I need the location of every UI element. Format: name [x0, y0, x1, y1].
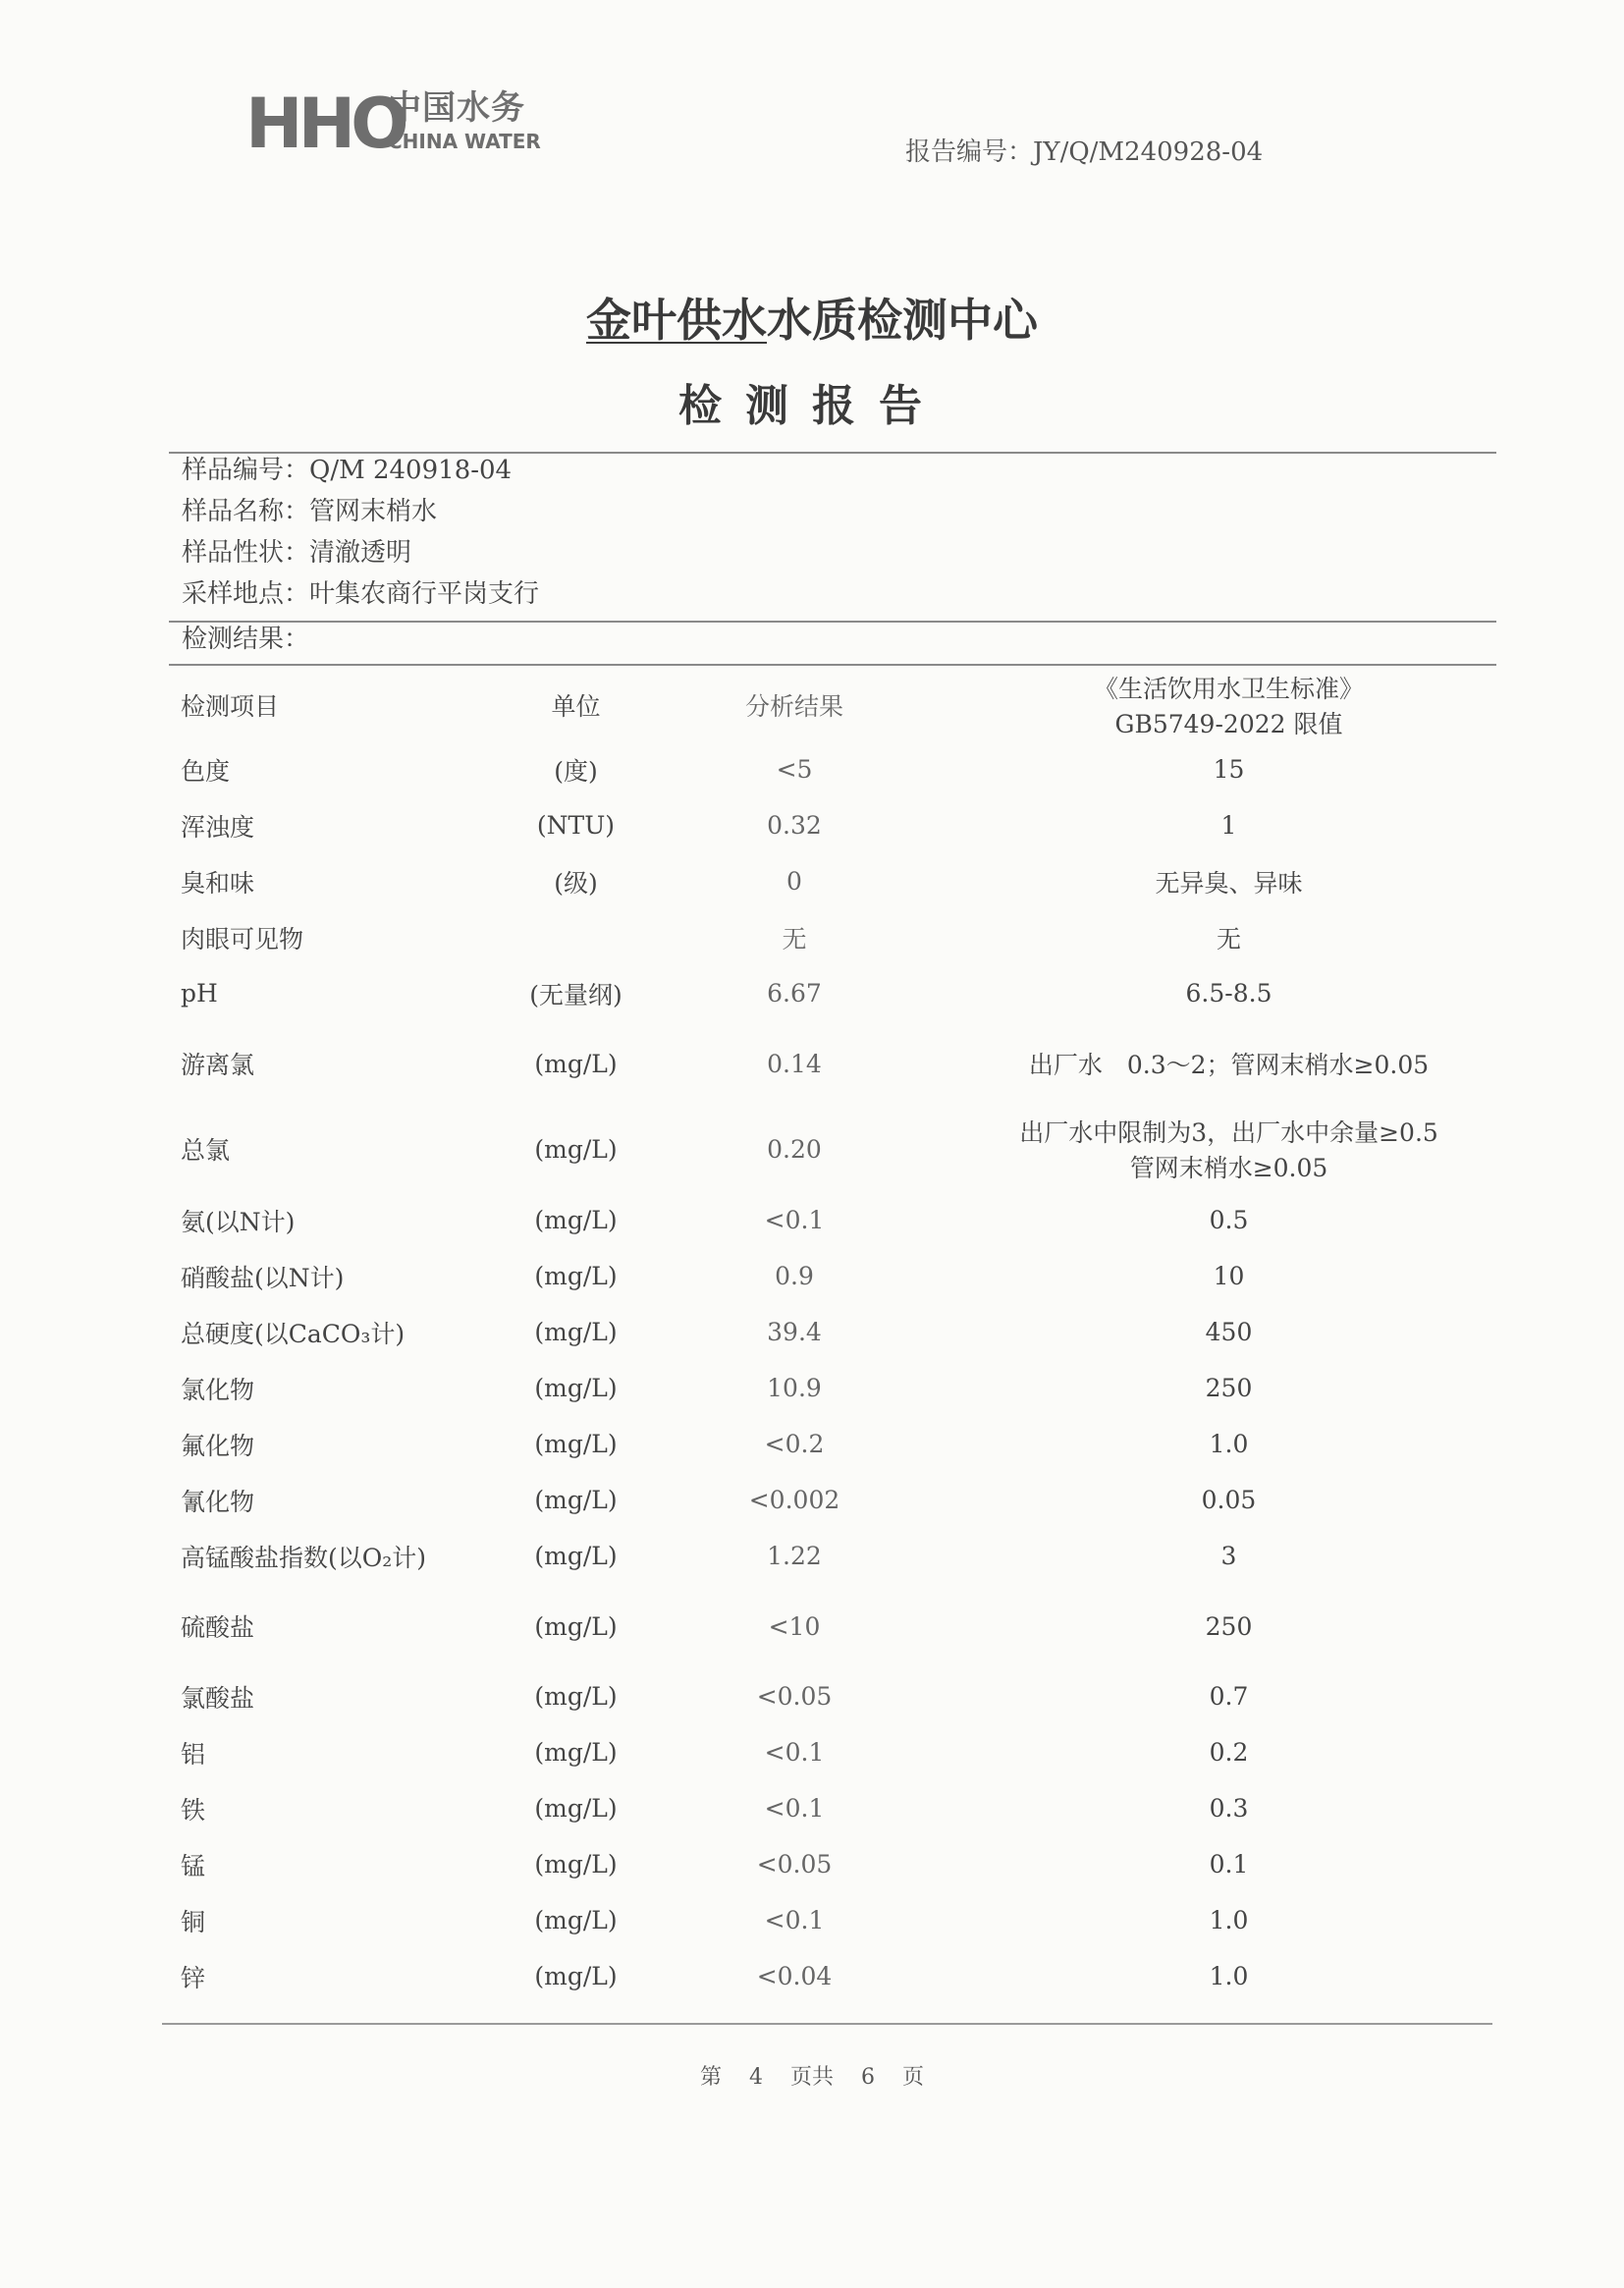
document-title: 检测报告 — [678, 381, 946, 431]
table-row — [169, 1416, 1511, 1472]
cell-unit: (mg/L) — [534, 1542, 618, 1570]
cell-limit: 1 — [1220, 811, 1237, 840]
header-result: 分析结果 — [744, 691, 843, 721]
cell-unit: (mg/L) — [534, 1906, 618, 1934]
cell-unit: (mg/L) — [534, 1206, 618, 1234]
table-row — [169, 1724, 1511, 1780]
cell-item: 色度 — [181, 756, 231, 786]
cell-unit: (NTU) — [536, 811, 616, 840]
cell-limit: 6.5-8.5 — [1185, 979, 1272, 1008]
table-row — [169, 1948, 1511, 2004]
cell-limit: 0.05 — [1201, 1486, 1257, 1514]
cell-item: 浑浊度 — [181, 812, 255, 842]
sample-info-row — [182, 577, 539, 611]
cell-result: 0.32 — [767, 811, 822, 840]
cell-item: 总硬度(以CaCO₃计) — [181, 1319, 406, 1348]
table-row — [169, 909, 1511, 965]
cell-item: 臭和味 — [181, 868, 255, 898]
cell-limit: 无异臭、异味 — [1155, 868, 1303, 898]
cell-item: 锌 — [181, 1963, 206, 1992]
cell-unit: (mg/L) — [534, 1850, 618, 1879]
cell-limit: 0.1 — [1209, 1850, 1249, 1879]
results-table — [169, 668, 1511, 2004]
table-row — [169, 1472, 1511, 1528]
cell-item: 铜 — [181, 1907, 206, 1936]
cell-limit: 250 — [1205, 1611, 1253, 1641]
cell-result: 0 — [786, 867, 802, 896]
cell-item: 氨(以N计) — [181, 1207, 296, 1236]
page-suffix: 页 — [902, 2065, 925, 2090]
cell-item: 铝 — [181, 1739, 206, 1769]
cell-limit — [947, 1106, 1511, 1192]
cell-result: <0.05 — [756, 1682, 833, 1711]
cell-item: 氰化物 — [181, 1487, 255, 1516]
cell-unit: (mg/L) — [534, 1611, 618, 1641]
cell-limit: 10 — [1213, 1262, 1245, 1290]
table-row — [169, 797, 1511, 853]
table-row — [169, 965, 1511, 1021]
cell-limit: 1.0 — [1209, 1962, 1249, 1990]
cell-limit: 250 — [1205, 1374, 1253, 1402]
cell-unit: (mg/L) — [534, 1682, 618, 1711]
table-row — [169, 853, 1511, 909]
cell-result: <0.04 — [756, 1962, 833, 1990]
organization-name-rest: 水质检测中心 — [767, 294, 1038, 347]
table-row — [169, 1780, 1511, 1836]
cell-limit: 出厂水 0.3～2；管网末梢水≥0.05 — [1028, 1051, 1430, 1079]
cell-limit: 无 — [1216, 924, 1241, 953]
page-middle: 页共 — [789, 2065, 834, 2090]
logo-english-text: CHINA WATER — [388, 130, 541, 153]
cell-unit: (mg/L) — [534, 1794, 618, 1823]
cell-limit: 0.2 — [1209, 1738, 1249, 1767]
divider-middle — [169, 621, 1496, 623]
cell-result: <5 — [776, 755, 813, 784]
divider-results — [169, 664, 1496, 666]
cell-result: 无 — [782, 924, 807, 953]
cell-result: 0.20 — [767, 1134, 822, 1164]
cell-result: <0.002 — [748, 1486, 840, 1514]
cell-item: pH — [181, 979, 218, 1008]
table-header-row — [169, 668, 1511, 741]
cell-item: 硫酸盐 — [181, 1613, 255, 1642]
cell-result: 39.4 — [767, 1318, 822, 1346]
cell-item: 氯化物 — [181, 1375, 255, 1404]
table-row — [169, 1892, 1511, 1948]
table-row — [169, 1528, 1511, 1584]
cell-limit: 0.3 — [1209, 1794, 1249, 1823]
cell-item: 铁 — [181, 1795, 206, 1825]
header-limit-line1: 《生活饮用水卫生标准》 — [1093, 674, 1364, 703]
sample-info-label: 样品编号： — [182, 456, 310, 485]
table-row — [169, 1584, 1511, 1668]
organization-title — [0, 291, 1624, 350]
cell-item: 硝酸盐(以N计) — [181, 1263, 345, 1292]
cell-unit: (级) — [554, 868, 598, 898]
table-row — [169, 1021, 1511, 1106]
table-row — [169, 741, 1511, 797]
report-number: 报告编号：JY/Q/M240928-04 — [905, 137, 1264, 167]
table-row — [169, 1360, 1511, 1416]
table-row — [169, 1836, 1511, 1892]
cell-result: <0.2 — [764, 1430, 825, 1458]
cell-unit: (mg/L) — [534, 1962, 618, 1990]
cell-limit: 0.5 — [1209, 1206, 1249, 1234]
cell-unit: (无量纲) — [529, 980, 623, 1009]
cell-unit: (mg/L) — [534, 1738, 618, 1767]
sample-info-row — [182, 495, 437, 528]
cell-unit: (mg/L) — [534, 1430, 618, 1458]
cell-item: 肉眼可见物 — [181, 924, 304, 953]
header-limit-line2: GB5749-2022 限值 — [1114, 709, 1343, 738]
cell-limit: 450 — [1205, 1318, 1253, 1346]
cell-limit: 15 — [1213, 755, 1245, 784]
cell-result: 1.22 — [767, 1542, 822, 1570]
cell-item: 游离氯 — [181, 1051, 255, 1079]
table-row — [169, 1106, 1511, 1192]
cell-item: 高锰酸盐指数(以O₂计) — [181, 1543, 427, 1572]
logo-chinese-text: 中国水务 — [388, 88, 525, 128]
organization-name-underlined: 金叶供水 — [586, 294, 767, 347]
cell-unit: (mg/L) — [534, 1374, 618, 1402]
cell-result: <0.05 — [756, 1850, 833, 1879]
cell-item: 氯酸盐 — [181, 1683, 255, 1713]
sample-info-value: 清澈透明 — [309, 538, 412, 568]
page-number — [0, 2060, 1624, 2091]
page-prefix: 第 — [699, 2065, 722, 2090]
divider-bottom — [162, 2023, 1492, 2025]
cell-item: 氟化物 — [181, 1431, 255, 1460]
sample-info-value: Q/M 240918-04 — [309, 456, 513, 485]
cell-unit — [510, 909, 642, 965]
company-logo — [245, 84, 550, 163]
cell-unit: (mg/L) — [534, 1262, 618, 1290]
sample-info-label: 样品性状： — [182, 538, 310, 568]
sample-info-label: 采样地点： — [182, 579, 310, 609]
table-row — [169, 1304, 1511, 1360]
table-row — [169, 1248, 1511, 1304]
cell-unit: (度) — [554, 756, 598, 786]
cell-item: 总氯 — [181, 1136, 231, 1165]
cell-result: <10 — [768, 1611, 821, 1641]
page-total: 6 — [861, 2065, 875, 2090]
cell-limit: 1.0 — [1209, 1430, 1249, 1458]
cell-unit: (mg/L) — [534, 1049, 618, 1078]
header-unit: 单位 — [551, 691, 601, 721]
header-limit — [947, 668, 1511, 741]
cell-result: 10.9 — [767, 1374, 822, 1402]
cell-result: <0.1 — [764, 1206, 825, 1234]
cell-limit: 0.7 — [1209, 1682, 1249, 1711]
cell-limit-line2: 管网末梢水≥0.05 — [1129, 1154, 1328, 1182]
cell-limit: 1.0 — [1209, 1906, 1249, 1934]
cell-result: 0.9 — [775, 1262, 814, 1290]
sample-info-row — [182, 454, 512, 487]
results-label: 检测结果： — [182, 625, 310, 654]
cell-limit-line1: 出厂水中限制为3，出厂水中余量≥0.5 — [1019, 1118, 1438, 1147]
cell-result: 0.14 — [767, 1049, 822, 1078]
page-current: 4 — [748, 2065, 763, 2090]
cell-result: <0.1 — [764, 1738, 825, 1767]
cell-item: 锰 — [181, 1851, 206, 1880]
table-row — [169, 1668, 1511, 1724]
cell-result: <0.1 — [764, 1794, 825, 1823]
sample-info-value: 叶集农商行平岗支行 — [309, 579, 540, 609]
cell-unit: (mg/L) — [534, 1486, 618, 1514]
sample-info-label: 样品名称： — [182, 497, 310, 526]
cell-result: 6.67 — [767, 979, 822, 1008]
cell-result: <0.1 — [764, 1906, 825, 1934]
cell-unit: (mg/L) — [534, 1318, 618, 1346]
sample-info-value: 管网末梢水 — [309, 497, 438, 526]
cell-limit: 3 — [1220, 1542, 1237, 1570]
header-item: 检测项目 — [181, 691, 280, 721]
sample-info-row — [182, 536, 411, 570]
table-row — [169, 1192, 1511, 1248]
logo-mark: HHO — [245, 83, 405, 164]
cell-unit: (mg/L) — [534, 1134, 618, 1164]
